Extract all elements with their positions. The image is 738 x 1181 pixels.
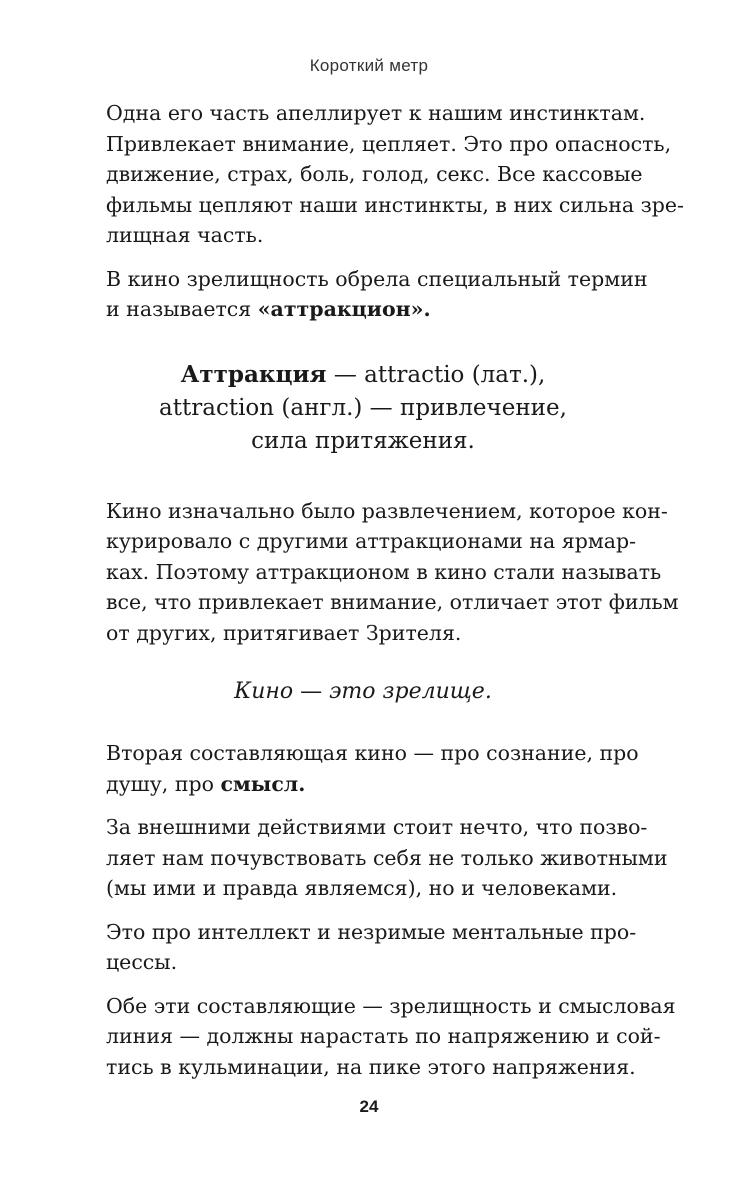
page-body: [106, 98, 684, 1095]
paragraph-line: Обе эти составляющие — зрелищность и смысловая: [106, 993, 676, 1018]
paragraph-text: душу, про: [106, 771, 221, 796]
paragraph-line: Вторая составляющая кино — про сознание, про: [106, 741, 639, 765]
paragraph-7: [106, 991, 676, 1083]
paragraph-line: все, что привлекает внимание, отличает этот фильм: [106, 590, 679, 614]
paragraph-line: ляет нам почувствовать себя не только животными: [106, 845, 668, 870]
paragraph-line: [106, 769, 620, 800]
paragraph-line: тись в кульминации, на пике этого напряжения.: [106, 1054, 636, 1079]
running-head: Короткий метр: [309, 56, 429, 75]
paragraph-line: Кино изначально было развлечением, которое кон-: [106, 498, 668, 523]
term-attraction-bold: «аттракцион».: [257, 297, 431, 321]
paragraph-text: и называется: [106, 297, 258, 321]
paragraph-line: курировало с другими аттракционами на ярмар-: [106, 529, 637, 553]
paragraph-line: [106, 294, 620, 325]
paragraph-5: [106, 812, 668, 904]
definition-term: Аттракция: [180, 360, 327, 388]
paragraph-3: [106, 496, 679, 649]
paragraph-2: [106, 264, 648, 325]
definition-line: [106, 358, 620, 392]
paragraph-line: Это про интеллект и незримые ментальные про-: [106, 919, 637, 944]
paragraph-line: цессы.: [106, 950, 178, 974]
paragraph-line: Одна его часть апеллирует к нашим инстинктам.: [106, 101, 646, 125]
paragraph-line: В кино зрелищность обрела специальный термин: [106, 266, 648, 291]
paragraph-line: За внешними действиями стоит нечто, что позво-: [106, 815, 648, 839]
definition-block: [106, 358, 620, 458]
term-meaning-bold: смысл.: [220, 771, 306, 796]
paragraph-line: ках. Поэтому аттракционом в кино стали называть: [106, 559, 662, 584]
paragraph-line: от других, притягивает Зрителя.: [106, 620, 462, 645]
page-number: 24: [359, 1097, 379, 1116]
tagline: Кино — это зрелище.: [234, 679, 492, 704]
paragraph-line: (мы ими и правда являемся), но и человеками.: [106, 876, 618, 900]
paragraph-1: [106, 98, 684, 251]
definition-line: сила притяжения.: [251, 427, 475, 454]
paragraph-6: [106, 917, 637, 978]
paragraph-line: фильмы цепляют наши инстинкты, в них сильна зре-: [106, 192, 684, 217]
paragraph-line: движение, страх, боль, голод, секс. Все кассовые: [106, 162, 643, 186]
paragraph-4: [106, 738, 639, 799]
definition-text: — attractio (лат.),: [326, 361, 546, 388]
paragraph-line: линия — должны нарастать по напряжению и сой-: [106, 1024, 661, 1048]
paragraph-line: Привлекает внимание, цепляет. Это про опасность,: [106, 131, 672, 156]
paragraph-line: лищная часть.: [106, 223, 264, 247]
definition-line: attraction (англ.) — привлечение,: [159, 394, 567, 421]
